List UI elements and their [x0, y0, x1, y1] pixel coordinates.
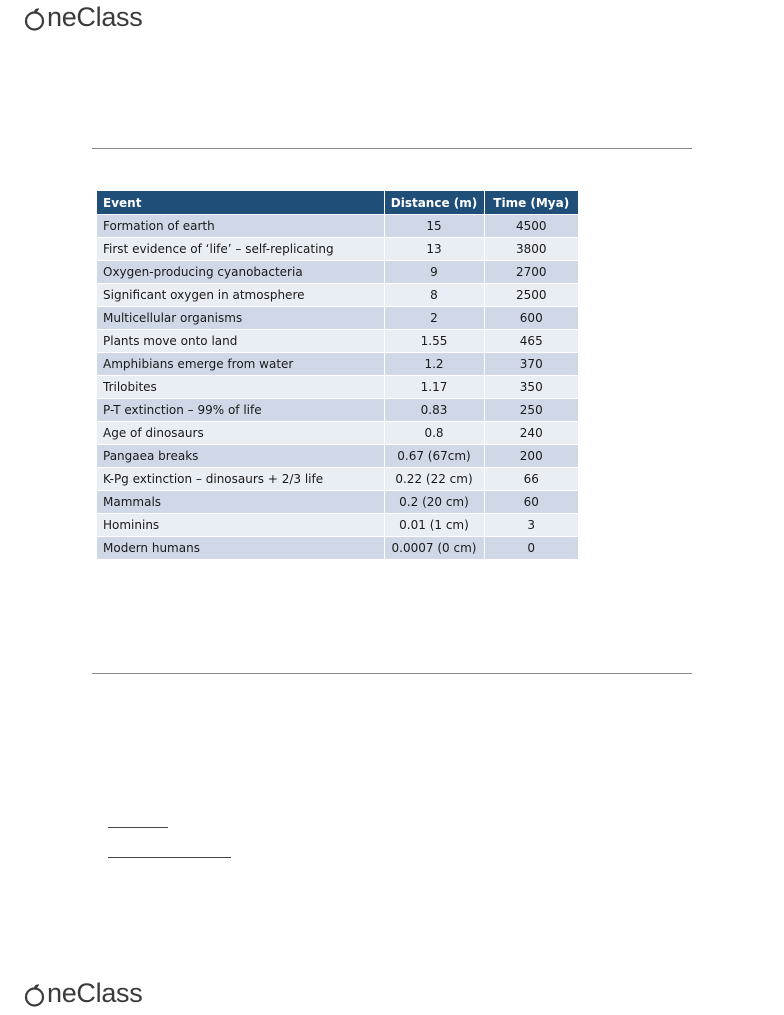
table-row	[97, 284, 578, 307]
table-row	[97, 422, 578, 445]
cell-time: 350	[484, 376, 578, 399]
table-row	[97, 307, 578, 330]
table-row	[97, 468, 578, 491]
cell-event: First evidence of ‘life’ – self-replicating	[97, 238, 384, 261]
cell-distance: 9	[384, 261, 484, 284]
cell-distance: 13	[384, 238, 484, 261]
table-header-row	[97, 191, 578, 215]
logo-wordmark: neClass	[47, 2, 143, 32]
apple-leaf-icon	[24, 983, 46, 1007]
cell-time: 2500	[484, 284, 578, 307]
cell-event: Hominins	[97, 514, 384, 537]
table-row	[97, 376, 578, 399]
table-row	[97, 514, 578, 537]
oneclass-logo-bottom	[24, 980, 142, 1007]
table-row	[97, 238, 578, 261]
cell-event: Pangaea breaks	[97, 445, 384, 468]
cell-time: 465	[484, 330, 578, 353]
cell-time: 250	[484, 399, 578, 422]
cell-time: 3800	[484, 238, 578, 261]
cell-time: 240	[484, 422, 578, 445]
cell-distance: 0.0007 (0 cm)	[384, 537, 484, 560]
cell-time: 4500	[484, 215, 578, 238]
table-row	[97, 261, 578, 284]
cell-event: Modern humans	[97, 537, 384, 560]
blank-line-short	[108, 827, 168, 828]
cell-time: 2700	[484, 261, 578, 284]
table-row	[97, 215, 578, 238]
cell-time: 0	[484, 537, 578, 560]
logo-wordmark: neClass	[47, 978, 143, 1008]
cell-event: Amphibians emerge from water	[97, 353, 384, 376]
cell-event: Trilobites	[97, 376, 384, 399]
cell-event: P-T extinction – 99% of life	[97, 399, 384, 422]
cell-distance: 1.17	[384, 376, 484, 399]
table-row	[97, 330, 578, 353]
header-distance: Distance (m)	[384, 191, 484, 215]
cell-distance: 1.55	[384, 330, 484, 353]
table-row	[97, 491, 578, 514]
section-divider-bottom	[92, 673, 692, 674]
events-table	[97, 191, 578, 559]
cell-distance: 2	[384, 307, 484, 330]
header-time: Time (Mya)	[484, 191, 578, 215]
cell-event: Oxygen-producing cyanobacteria	[97, 261, 384, 284]
cell-time: 3	[484, 514, 578, 537]
cell-distance: 0.83	[384, 399, 484, 422]
table-row	[97, 445, 578, 468]
cell-distance: 0.67 (67cm)	[384, 445, 484, 468]
cell-event: Multicellular organisms	[97, 307, 384, 330]
cell-distance: 0.8	[384, 422, 484, 445]
table-row	[97, 353, 578, 376]
cell-time: 200	[484, 445, 578, 468]
table-row	[97, 399, 578, 422]
cell-time: 600	[484, 307, 578, 330]
cell-distance: 1.2	[384, 353, 484, 376]
cell-event: Age of dinosaurs	[97, 422, 384, 445]
cell-distance: 0.22 (22 cm)	[384, 468, 484, 491]
cell-event: Mammals	[97, 491, 384, 514]
cell-event: Formation of earth	[97, 215, 384, 238]
cell-distance: 0.2 (20 cm)	[384, 491, 484, 514]
cell-time: 370	[484, 353, 578, 376]
table-row	[97, 537, 578, 560]
blank-line-long	[108, 857, 231, 858]
apple-leaf-icon	[24, 7, 46, 31]
cell-event: K-Pg extinction – dinosaurs + 2/3 life	[97, 468, 384, 491]
cell-time: 66	[484, 468, 578, 491]
oneclass-logo-top	[24, 4, 142, 31]
cell-distance: 15	[384, 215, 484, 238]
cell-event: Significant oxygen in atmosphere	[97, 284, 384, 307]
cell-time: 60	[484, 491, 578, 514]
cell-distance: 8	[384, 284, 484, 307]
header-event: Event	[97, 191, 384, 215]
section-divider-top	[92, 148, 692, 149]
events-table-container	[97, 191, 578, 559]
cell-distance: 0.01 (1 cm)	[384, 514, 484, 537]
cell-event: Plants move onto land	[97, 330, 384, 353]
